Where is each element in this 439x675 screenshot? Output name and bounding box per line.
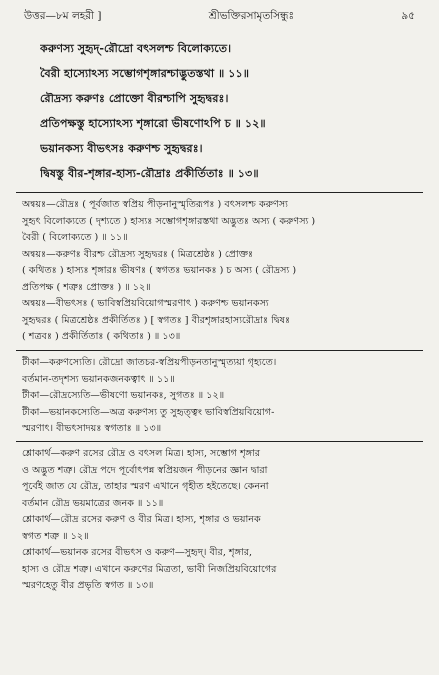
shlokartha-line: শ্লোকার্থ—ভয়ানক রসের বীভৎস ও করুণ—সুহৃদ্। বীর, শৃঙ্গার, bbox=[22, 547, 253, 558]
tika-line: টীকা—রৌদ্রস্যেতি—ভীষণো ভয়ানকঃ, সুগতঃ ॥ ১২॥ bbox=[22, 390, 225, 401]
verse-line: করুণস্য সুহৃদ্-রৌদ্রো বৎসলশ্চ বিলোক্যতে। bbox=[40, 41, 232, 55]
running-header bbox=[24, 8, 415, 26]
anvaya-line: অন্বয়ঃ—রৌদ্রঃ ( পূর্বজাত স্বপ্রিয় পীড়নানুস্মৃতিরূপঃ ) বৎসলশ্চ করুণস্য bbox=[22, 199, 288, 210]
tika-line: স্মরণাৎ। বীভৎসাদয়ঃ স্বগতাঃ ॥ ১৩॥ bbox=[22, 423, 162, 434]
tika-section bbox=[22, 355, 419, 438]
shlokartha-line: হাস্য ও রৌদ্র শত্রু। এখানে করুণের মিত্রতা, ভাবী নিজপ্রিয়বিয়োগের bbox=[22, 563, 277, 575]
header-center: শ্রীভক্তিরসামৃতসিন্ধুঃ bbox=[208, 9, 295, 22]
tika-line: টীকা—ভয়ানকস্যেতি—অত্র করুণস্য তু সুহৃত্ত্বং ভাবিস্বপ্রিয়বিয়োগ- bbox=[22, 406, 275, 418]
verse-block bbox=[40, 36, 417, 186]
anvaya-line: ( শত্রবঃ ) প্রকীর্তিতাঃ ( কথিতাঃ ) ॥ ১৩॥ bbox=[22, 331, 181, 342]
tika-line: বর্তমান-তদৃশস্য ভয়ানকজনকত্বাৎ ॥ ১১॥ bbox=[22, 373, 175, 385]
section-divider bbox=[16, 192, 423, 193]
verse-line: রৌদ্রস্য করুণঃ প্রোক্তো বীরশ্চাপি সুহৃদ্বরঃ। bbox=[40, 91, 229, 105]
shlokartha-line: স্বগত শত্রু ॥ ১২॥ bbox=[22, 530, 89, 542]
anvaya-line: অন্বয়ঃ—করুণঃ বীরশ্চ রৌদ্রস্য সুহৃদ্বরঃ ( মিত্রশ্রেষ্ঠঃ ) প্রোক্তঃ bbox=[22, 248, 254, 260]
anvaya-line: ( কথিতঃ ) হাস্যঃ শৃঙ্গারঃ ভীষণঃ ( স্বগতঃ ভয়ানকঃ ) চ অস্য ( রৌদ্রস্য ) bbox=[22, 265, 297, 276]
verse-line: প্রতিপক্ষস্তু হাস্যোঽস্য শৃঙ্গারো ভীষণোঽপি চ ॥ ১২॥ bbox=[40, 116, 266, 130]
tika-line: টীকা—করুণস্যেতি। রৌদ্রো জাতচর-স্বপ্রিয়পীড়নতানুস্মৃত্যয়া গৃহ্যতে। bbox=[22, 357, 277, 368]
header-left: উত্তর—৮ম লহরী ] bbox=[24, 9, 102, 22]
page-number: ৯৫ bbox=[401, 9, 415, 22]
section-divider bbox=[16, 350, 423, 351]
shlokartha-line: পূর্বেই জাত যে রৌদ্র, তাহার স্মরণ এখানে গৃহীত হইতেছে। কেননা bbox=[22, 481, 269, 492]
anvaya-section bbox=[22, 197, 419, 346]
anvaya-line: সুহৃৎ বিলোক্যতে ( দৃশ্যতে ) হাস্যঃ সম্ভোগশৃঙ্গারস্তথা অদ্ভুতঃ অস্য ( করুণস্য ) bbox=[22, 215, 316, 227]
anvaya-line: অন্বয়ঃ—বীভৎসঃ ( ভাবিস্বপ্রিয়বিয়োগস্মরণাৎ ) করুণশ্চ ভয়ানকস্য bbox=[22, 298, 269, 309]
section-divider bbox=[16, 441, 423, 442]
verse-line: বৈরী হাস্যোঽস্য সম্ভোগশৃঙ্গারশ্চাদ্ভুতস্তথা ॥ ১১॥ bbox=[40, 66, 250, 80]
shlokartha-line: ও অদ্ভুত শত্রু। রৌদ্র পদে পূর্বোৎপন্ন স্বপ্রিয়জন পীড়নের জ্ঞান দ্বারা bbox=[22, 464, 268, 476]
shlokartha-line: স্মরণহেতু বীর প্রভৃতি স্বগত ॥ ১৩॥ bbox=[22, 580, 154, 591]
verse-line: দ্বিষস্তু বীর-শৃঙ্গার-হাস্য-রৌদ্রাঃ প্রকীর্তিতাঃ ॥ ১৩॥ bbox=[40, 166, 259, 180]
anvaya-line: সুহৃদ্বরঃ ( মিত্রশ্রেষ্ঠঃ প্রকীর্তিতঃ ) [ স্বগতঃ ] বীরশৃঙ্গারহাস্যরৌদ্রাঃ দ্বিষঃ bbox=[22, 314, 291, 326]
shlokartha-section bbox=[22, 446, 419, 595]
verse-line: ভয়ানকস্য বীভৎসঃ করুণশ্চ সুহৃদ্বরঃ। bbox=[40, 141, 203, 155]
shlokartha-line: শ্লোকার্থ—রৌদ্র রসের করুণ ও বীর মিত্র। হাস্য, শৃঙ্গার ও ভয়ানক bbox=[22, 514, 261, 525]
anvaya-line: প্রতিপক্ষ ( শত্রুঃ প্রোক্তঃ ) ॥ ১২॥ bbox=[22, 281, 151, 293]
shlokartha-line: বর্তমান রৌদ্র ভয়মাত্রের জনক ॥ ১১॥ bbox=[22, 497, 164, 509]
anvaya-line: বৈরী ( বিলোক্যতে ) ॥ ১১॥ bbox=[22, 232, 128, 243]
shlokartha-line: শ্লোকার্থ—করুণ রসের রৌদ্র ও বৎসল মিত্র। হাস্য, সম্ভোগ শৃঙ্গার bbox=[22, 448, 261, 459]
